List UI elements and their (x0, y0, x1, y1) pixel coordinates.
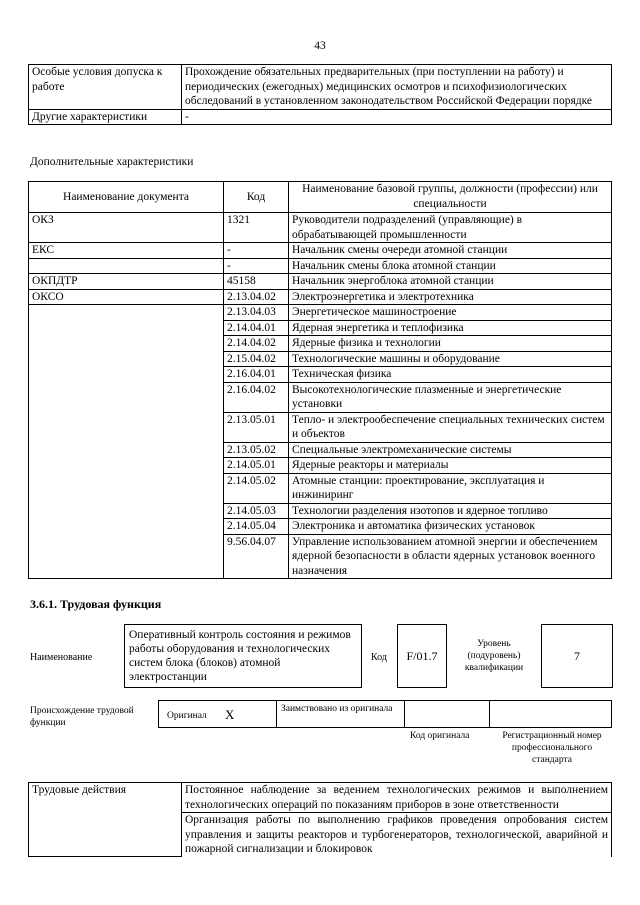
function-code-value: F/01.7 (397, 624, 447, 688)
additional-characteristics-table (28, 181, 612, 579)
cell-doc (29, 320, 224, 336)
cell-doc (29, 473, 224, 503)
table-row (29, 412, 612, 442)
cell-name: Руководители подразделений (управляющие) в обрабатывающей промышленности (289, 213, 612, 243)
cell-code: 45158 (224, 274, 289, 290)
code-label: Код (371, 652, 387, 663)
cell-name: Техническая физика (289, 367, 612, 383)
additional-characteristics-title: Дополнительные характеристики (30, 156, 194, 168)
level-value: 7 (541, 624, 613, 688)
admission-conditions-table (28, 64, 612, 125)
cell-doc (29, 519, 224, 535)
table-row (29, 503, 612, 519)
table-row (29, 65, 612, 110)
original-mark: X (225, 707, 235, 722)
cell-doc (29, 458, 224, 474)
cell-name: Электроэнергетика и электротехника (289, 289, 612, 305)
cell-doc (29, 382, 224, 412)
function-name-value: Оперативный контроль состояния и режимов работы оборудования и технологических систем блока (блоков) атомной электростанции (124, 624, 362, 688)
labor-action-item: Организация работы по выполнению графиков проведения опробования систем управления и защиты реакторов и турбогенераторов, технологической, аварийной и пожарной сигнализации и блокировок (182, 813, 612, 857)
origin-label: Происхождение трудовой функции (30, 706, 134, 728)
table-row (29, 534, 612, 579)
level-label: Уровень (подуровень) квалификации (464, 639, 524, 673)
cell-code: - (224, 243, 289, 259)
cell-code: 2.13.04.03 (224, 305, 289, 321)
table-row (29, 351, 612, 367)
original-label: Оригинал (167, 711, 207, 721)
borrowed-label: Заимствовано из оригинала (281, 704, 393, 714)
cell-code: 9.56.04.07 (224, 534, 289, 579)
cell-code: 2.13.05.02 (224, 442, 289, 458)
cell-doc: ОКСО (29, 289, 224, 305)
cell-name: Тепло- и электрообеспечение специальных технических систем и объектов (289, 412, 612, 442)
header-document: Наименование документа (29, 182, 224, 213)
divider (404, 701, 405, 727)
cell-name: Электроника и автоматика физических установок (289, 519, 612, 535)
cell-name: Энергетическое машиностроение (289, 305, 612, 321)
cell-doc (29, 367, 224, 383)
labor-actions-table (28, 782, 612, 857)
table-row (29, 367, 612, 383)
cell-name: Начальник энергоблока атомной станции (289, 274, 612, 290)
cell-doc: ОКПДТР (29, 274, 224, 290)
table-row (29, 109, 612, 125)
divider (276, 701, 277, 727)
cell-code: 2.14.05.01 (224, 458, 289, 474)
page-number: 43 (314, 40, 326, 52)
cell-name: Управление использованием атомной энергии и обеспечением ядерной безопасности в области ядерных установок военного назначения (289, 534, 612, 579)
admission-value: Прохождение обязательных предварительных (при поступлении на работу) и периодических (ежегодных) медицинских осмотров и психофизиологических обследований в установленном законодательством Российской Федерации порядке (182, 65, 612, 110)
cell-name: Ядерные физика и технологии (289, 336, 612, 352)
cell-doc (29, 305, 224, 321)
cell-doc (29, 534, 224, 579)
code-original-label: Код оригинала (410, 731, 470, 741)
table-header-row (29, 182, 612, 213)
table-row (29, 274, 612, 290)
cell-doc (29, 258, 224, 274)
cell-name: Атомные станции: проектирование, эксплуатация и инжиниринг (289, 473, 612, 503)
cell-code: 2.14.04.01 (224, 320, 289, 336)
cell-doc: ЕКС (29, 243, 224, 259)
table-row (29, 305, 612, 321)
cell-code: 2.14.04.02 (224, 336, 289, 352)
header-code: Код (224, 182, 289, 213)
cell-doc (29, 503, 224, 519)
labor-action-item: Постоянное наблюдение за ведением технологических режимов и выполнением технологических операций по показаниям приборов в зоне ответственности (182, 783, 612, 813)
other-characteristics-label: Другие характеристики (29, 109, 182, 125)
cell-name: Специальные электромеханические системы (289, 442, 612, 458)
labor-actions-label: Трудовые действия (29, 783, 182, 857)
cell-name: Ядерные реакторы и материалы (289, 458, 612, 474)
cell-doc (29, 351, 224, 367)
admission-label: Особые условия допуска к работе (29, 65, 182, 110)
table-row (29, 213, 612, 243)
origin-row (158, 700, 612, 728)
header-name: Наименование базовой группы, должности (профессии) или специальности (289, 182, 612, 213)
table-row (29, 519, 612, 535)
table-row (29, 289, 612, 305)
cell-name: Высокотехнологические плазменные и энергетические установки (289, 382, 612, 412)
cell-name: Начальник смены блока атомной станции (289, 258, 612, 274)
table-row (29, 783, 612, 813)
name-label: Наименование (30, 652, 93, 663)
cell-code: - (224, 258, 289, 274)
table-row (29, 473, 612, 503)
table-row (29, 243, 612, 259)
cell-name: Начальник смены очереди атомной станции (289, 243, 612, 259)
table-row (29, 320, 612, 336)
table-row (29, 258, 612, 274)
cell-name: Технологии разделения изотопов и ядерное топливо (289, 503, 612, 519)
cell-doc (29, 336, 224, 352)
cell-code: 2.14.05.04 (224, 519, 289, 535)
cell-name: Технологические машины и оборудование (289, 351, 612, 367)
cell-code: 1321 (224, 213, 289, 243)
reg-number-label: Регистрационный номер профессионального стандарта (502, 731, 602, 765)
divider (489, 701, 490, 727)
cell-code: 2.15.04.02 (224, 351, 289, 367)
cell-code: 2.14.05.03 (224, 503, 289, 519)
table-row (29, 442, 612, 458)
cell-doc: ОКЗ (29, 213, 224, 243)
other-characteristics-value: - (182, 109, 612, 125)
cell-code: 2.16.04.01 (224, 367, 289, 383)
cell-doc (29, 412, 224, 442)
table-row (29, 458, 612, 474)
cell-code: 2.14.05.02 (224, 473, 289, 503)
cell-name: Ядерная энергетика и теплофизика (289, 320, 612, 336)
table-row (29, 382, 612, 412)
cell-doc (29, 442, 224, 458)
function-title: 3.6.1. Трудовая функция (30, 597, 162, 611)
cell-code: 2.16.04.02 (224, 382, 289, 412)
cell-code: 2.13.04.02 (224, 289, 289, 305)
cell-code: 2.13.05.01 (224, 412, 289, 442)
table-row (29, 336, 612, 352)
